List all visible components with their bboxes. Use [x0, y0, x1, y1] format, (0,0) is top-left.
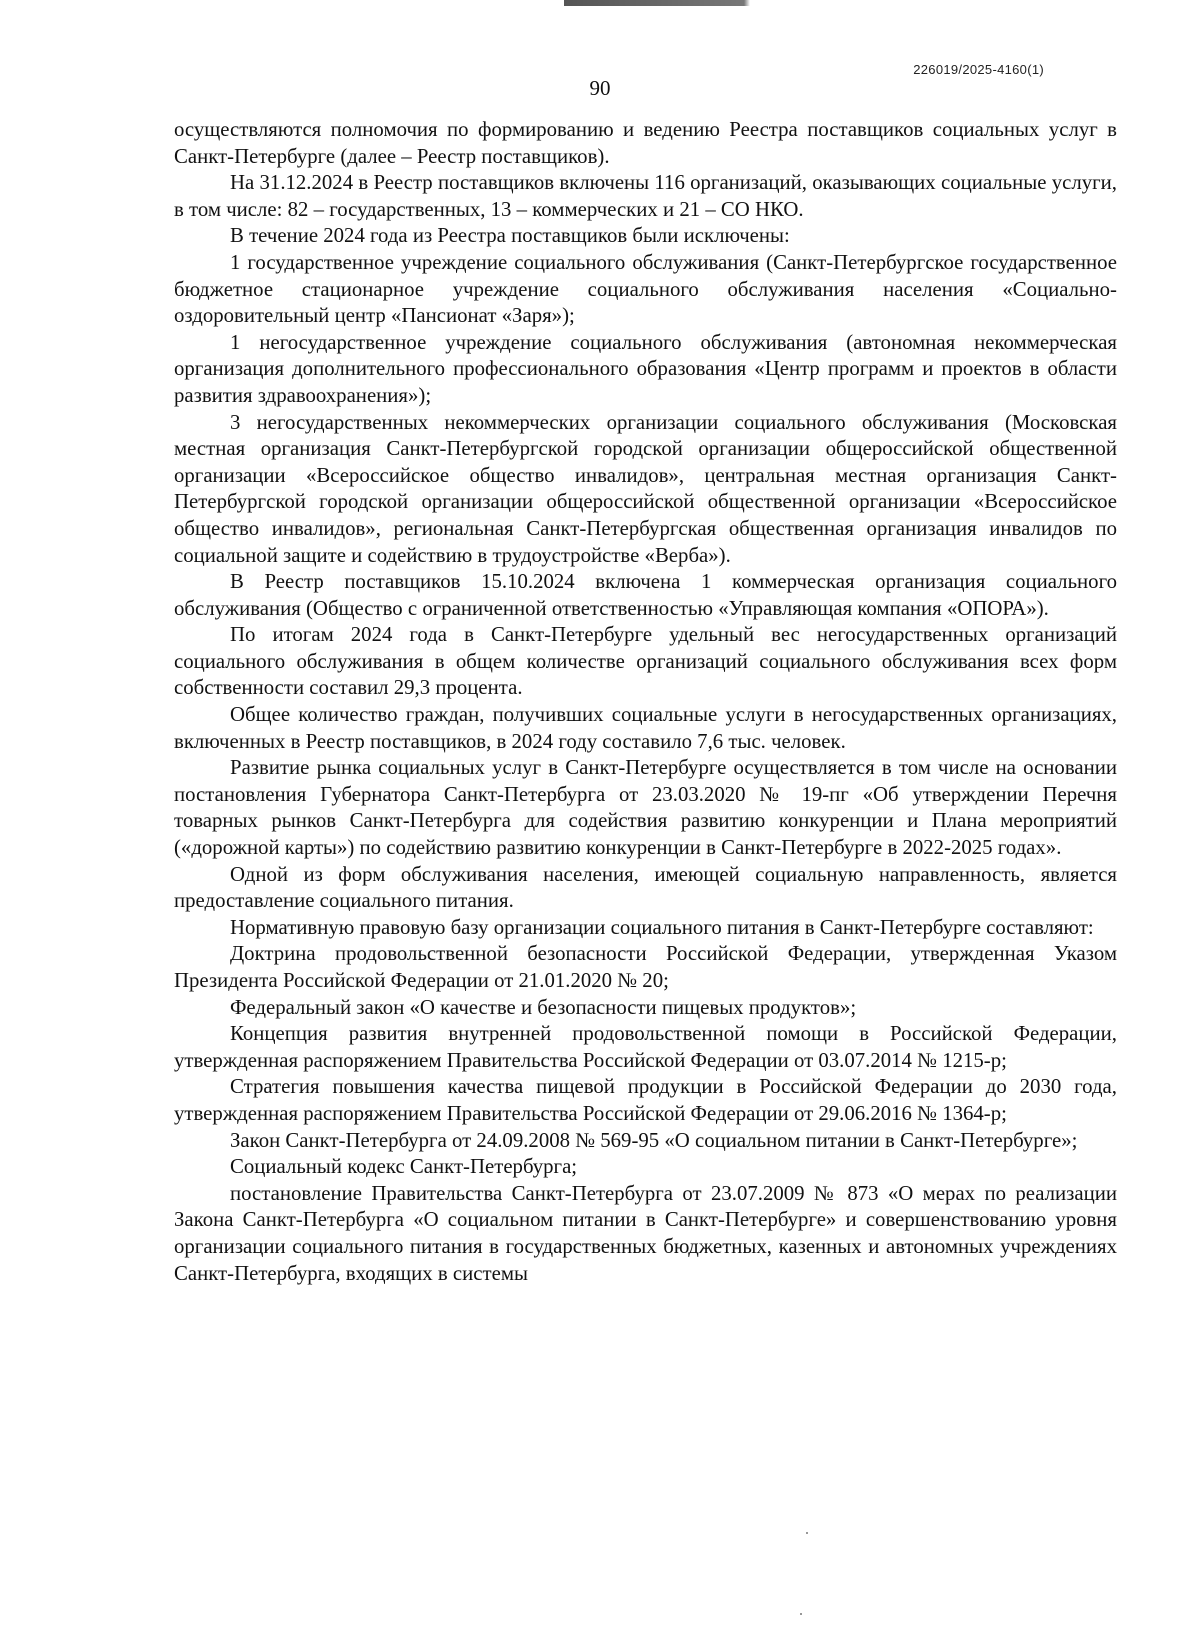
list-item: Концепция развития внутренней продовольственной помощи в Российской Федерации, утвержденная распоряжением Правительства Российской Федерации от 03.07.2014 № 1215-р; — [174, 1022, 1117, 1072]
paragraph: Развитие рынка социальных услуг в Санкт-Петербурге осуществляется в том числе на основании постановления Губернатора Санкт-Петербурга от 23.03.2020 № 19-пг «Об утверждении Перечня товарных рынков Санкт-Петербурга для содействия развитию конкуренции и Плана мероприятий («дорожной карты») по содействию развитию конкуренции в Санкт-Петербурге в 2022-2025 годах». — [174, 756, 1117, 860]
paragraph: По итогам 2024 года в Санкт-Петербурге удельный вес негосударственных организаций социального обслуживания в общем количестве организаций социального обслуживания всех форм собственности составил 29,3 процента. — [174, 623, 1117, 700]
paragraph: 3 негосударственных некоммерческих организации социального обслуживания (Московская местная организация Санкт-Петербургской городской организации общероссийской общественной организации «Всероссийское общество инвалидов», центральная местная организация Санкт-Петербургской городской организации общероссийской общественной организации «Всероссийское общество инвалидов», региональная Санкт-Петербургская общественная организация инвалидов по социальной защите и содействию в трудоустройстве «Верба»). — [174, 410, 1117, 567]
paragraph: 1 государственное учреждение социального обслуживания (Санкт-Петербургское государственное бюджетное стационарное учреждение социального обслуживания населения «Социально-оздоровительный центр «Пансионат «Заря»); — [174, 250, 1117, 328]
paragraph: Одной из форм обслуживания населения, имеющей социальную направленность, является предоставление социального питания. — [174, 862, 1117, 913]
paragraph-continuation: осуществляются полномочия по формированию и ведению Реестра поставщиков социальных услуг в Санкт-Петербурге (далее – Реестр поставщиков). — [174, 118, 1117, 168]
document-registration-number: 226019/2025-4160(1) — [913, 62, 1044, 77]
paragraph: На 31.12.2024 в Реестр поставщиков включены 116 организаций, оказывающих социальные услуги, в том числе: 82 – государственных, 13 – коммерческих и 21 – СО НКО. — [174, 171, 1117, 221]
paragraph: В Реестр поставщиков 15.10.2024 включена 1 коммерческая организация социального обслуживания (Общество с ограниченной ответственностью «Управляющая компания «ОПОРА»). — [174, 570, 1117, 620]
scan-edge-artifact — [0, 0, 1200, 6]
paragraph: 1 негосударственное учреждение социального обслуживания (автономная некоммерческая организация дополнительного профессионального образования «Центр программ и проектов в области развития здравоохранения»); — [174, 330, 1117, 407]
list-item: Федеральный закон «О качестве и безопасности пищевых продуктов»; — [230, 995, 857, 1019]
list-item: Социальный кодекс Санкт-Петербурга; — [230, 1155, 578, 1179]
page-number: 90 — [589, 76, 611, 100]
paragraph: Общее количество граждан, получивших социальные услуги в негосударственных организациях, включенных в Реестр поставщиков, в 2024 году составило 7,6 тыс. человек. — [174, 703, 1117, 753]
list-item: Стратегия повышения качества пищевой продукции в Российской Федерации до 2030 года, утвержденная распоряжением Правительства Российской Федерации от 29.06.2016 № 1364-р; — [174, 1075, 1117, 1125]
list-item: Закон Санкт-Петербурга от 24.09.2008 № 569-95 «О социальном питании в Санкт-Петербурге»; — [230, 1128, 1078, 1152]
paragraph: Нормативную правовую базу организации социального питания в Санкт-Петербурге составляют: — [230, 915, 1094, 939]
paragraph: В течение 2024 года из Реестра поставщиков были исключены: — [230, 224, 790, 248]
list-item: постановление Правительства Санкт-Петербурга от 23.07.2009 № 873 «О мерах по реализации Закона Санкт-Петербурга «О социальном питании в Санкт-Петербурге» и совершенствованию уровня организации социального питания в государственных бюджетных, казенных и автономных учреждениях Санкт-Петербурга, входящих в системы — [174, 1181, 1117, 1285]
list-item: Доктрина продовольственной безопасности Российской Федерации, утвержденная Указом Президента Российской Федерации от 21.01.2020 № 20; — [174, 942, 1117, 992]
scan-speck — [800, 1613, 802, 1615]
document-body — [174, 117, 1117, 1287]
scan-speck — [806, 1532, 808, 1534]
